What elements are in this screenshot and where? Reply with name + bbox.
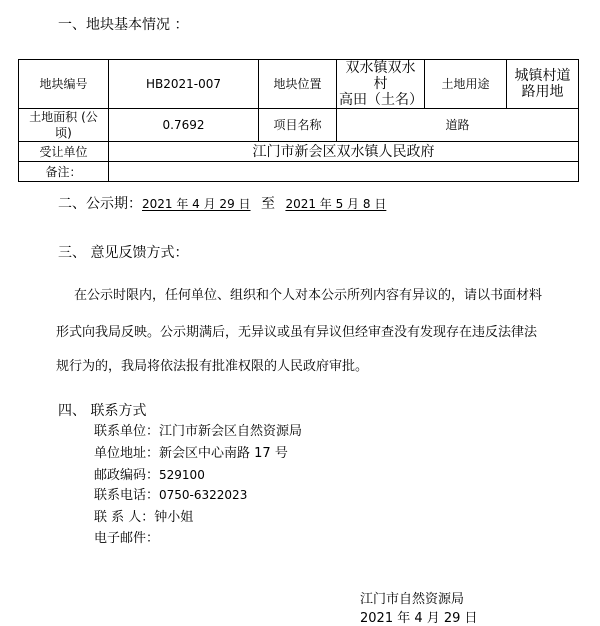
signature-date: 2021 年 4 月 29 日	[360, 611, 478, 626]
table-row	[19, 162, 579, 182]
contact-postcode-label: 邮政编码：	[94, 468, 160, 483]
contact-address-value: 新会区中心南路 17 号	[159, 446, 288, 461]
contact-address	[94, 442, 288, 461]
contact-phone-value: 0750-6322023	[159, 488, 248, 502]
section-4-title: 四、 联系方式	[58, 403, 147, 419]
contact-person-label: 联 系 人：	[94, 510, 155, 525]
contact-person-value: 钟小姐	[154, 510, 194, 525]
value-project-name: 道路	[337, 109, 579, 142]
value-remarks	[109, 162, 579, 182]
label-remarks: 备注：	[19, 162, 109, 182]
value-transferee: 江门市新会区双水镇人民政府	[109, 142, 579, 162]
contact-person	[94, 506, 193, 525]
contact-postcode-value: 529100	[159, 468, 205, 482]
value-land-use-line2: 路用地	[521, 84, 564, 100]
section-2	[58, 193, 386, 213]
section-3-title: 三、 意见反馈方式：	[58, 245, 189, 261]
label-project-name: 项目名称	[259, 109, 337, 142]
contact-unit-label: 联系单位：	[94, 424, 160, 439]
publicity-end-date: 2021 年 5 月 8 日	[285, 197, 387, 211]
table-row	[19, 142, 579, 162]
label-land-use: 土地用途	[425, 60, 507, 109]
section-2-to: 至	[260, 196, 275, 212]
value-land-use	[507, 60, 579, 109]
feedback-para-line-1: 在公示时限内，任何单位、组织和个人对本公示所列内容有异议的，请以书面材料	[74, 288, 543, 303]
feedback-para-line-3: 规行为的，我局将依法报有批准权限的人民政府审批。	[56, 359, 369, 374]
value-plot-location-line1: 双水镇双水村	[345, 60, 416, 92]
publicity-start-date: 2021 年 4 月 29 日	[142, 197, 251, 211]
feedback-para-line-2: 形式向我局反映。公示期满后，无异议或虽有异议但经审查没有发现存在违反法律法	[56, 325, 538, 340]
contact-email	[94, 527, 159, 546]
table-row	[19, 60, 579, 109]
contact-postcode	[94, 464, 205, 483]
signature-org: 江门市自然资源局	[360, 592, 465, 607]
value-plot-location-line2: 高田（土名）	[339, 92, 423, 108]
label-plot-number: 地块编号	[19, 60, 109, 109]
label-transferee: 受让单位	[19, 142, 109, 162]
value-plot-location	[337, 60, 425, 109]
contact-unit-value: 江门市新会区自然资源局	[159, 424, 303, 439]
contact-phone-label: 联系电话：	[94, 488, 160, 503]
value-land-area: 0.7692	[109, 109, 259, 142]
contact-address-label: 单位地址：	[94, 446, 160, 461]
label-land-area: 土地面积 (公顷)	[19, 109, 109, 142]
contact-email-label: 电子邮件：	[94, 531, 160, 546]
value-land-use-line1: 城镇村道	[514, 68, 571, 84]
table-row	[19, 109, 579, 142]
section-1-title: 一、地块基本情况 ：	[58, 17, 189, 33]
label-plot-location: 地块位置	[259, 60, 337, 109]
contact-unit	[94, 420, 302, 439]
contact-phone	[94, 484, 247, 503]
value-plot-number: HB2021-007	[109, 60, 259, 109]
land-info-table	[18, 59, 579, 182]
section-2-prefix: 二、公示期：	[58, 196, 142, 212]
